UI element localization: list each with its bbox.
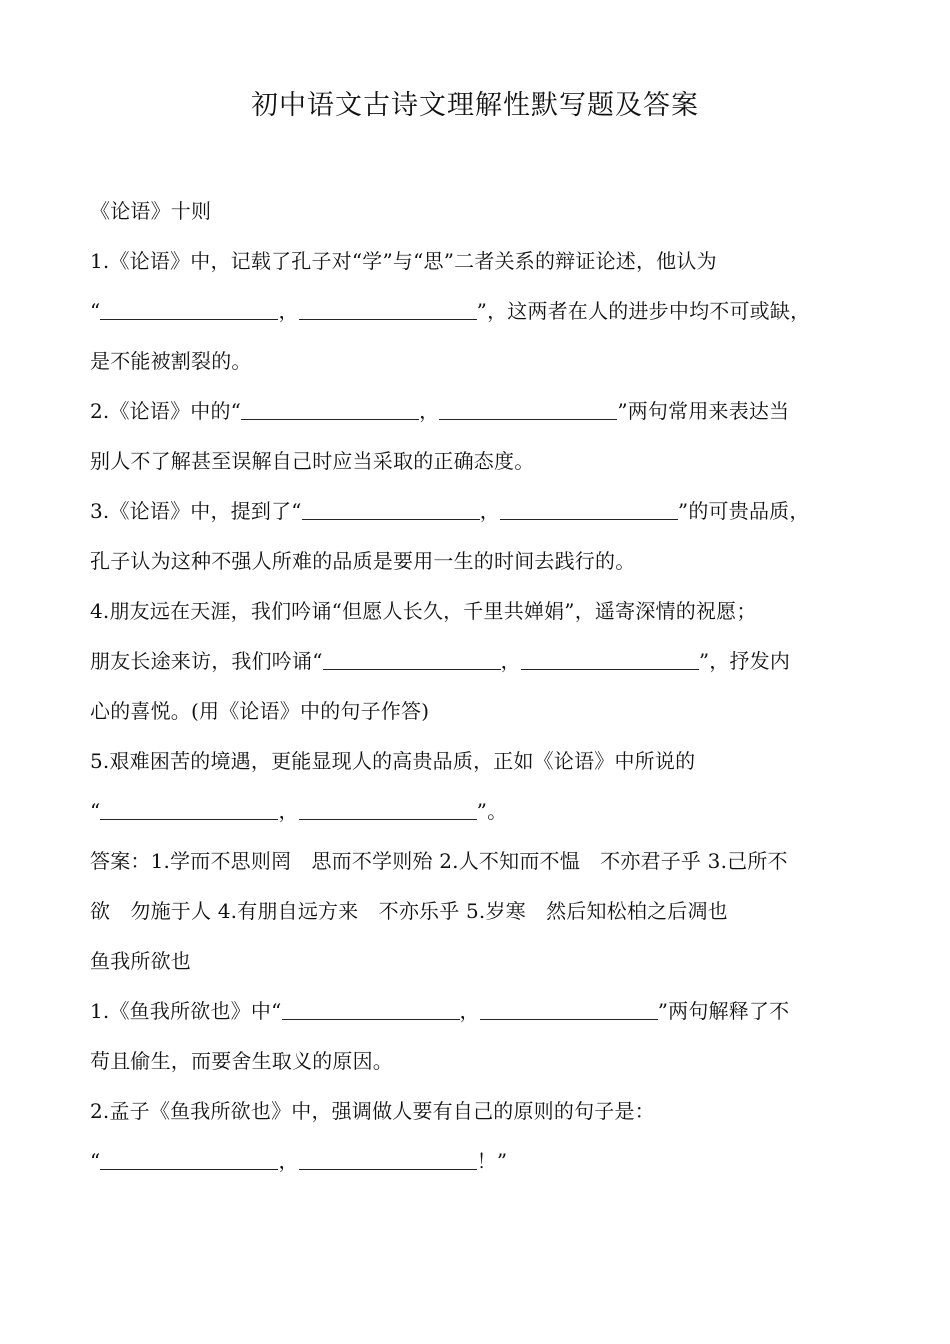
text-segment: ”，抒发内 (698, 649, 791, 673)
page-title: 初中语文古诗文理解性默写题及答案 (251, 90, 699, 121)
text-segment: 5.艰难困苦的境遇，更能显现人的高贵品质，正如《论语》中所说的 (90, 749, 696, 773)
text-segment: ， (500, 649, 521, 673)
answer-blank (299, 1149, 477, 1170)
text-segment: “ (90, 1149, 101, 1173)
section-heading-yuwo (90, 946, 191, 976)
text-segment: ”。 (476, 799, 508, 823)
text-segment: 1.《鱼我所欲也》中“ (90, 999, 282, 1023)
answer-blank (500, 499, 678, 520)
answer-blank (299, 299, 477, 320)
text-segment: 孔子认为这种不强人所难的品质是要用一生的时间去践行的。 (90, 549, 636, 573)
text-segment: ， (278, 799, 299, 823)
answer-blank (480, 999, 658, 1020)
text-segment: 朋友长途来访，我们吟诵“ (90, 649, 323, 673)
text-segment: ， (459, 999, 480, 1023)
text-segment: ， (419, 399, 440, 423)
answer-blank (100, 299, 278, 320)
question-line (90, 996, 789, 1026)
answer-blank (323, 649, 501, 670)
question-line (90, 1146, 507, 1176)
text-segment: ， (479, 499, 500, 523)
question-line (90, 346, 252, 376)
answer-blank (282, 999, 460, 1020)
answer-blank (100, 799, 278, 820)
text-segment: 3.《论语》中，提到了“ (90, 499, 302, 523)
answer-blank (299, 799, 477, 820)
text-segment: “ (90, 299, 101, 323)
text-segment: 2.孟子《鱼我所欲也》中，强调做人要有自己的原则的句子是： (90, 1099, 655, 1123)
text-segment: 心的喜悦。(用《论语》中的句子作答) (90, 699, 430, 723)
section-heading-lunyu (90, 196, 211, 226)
question-line (90, 1046, 393, 1076)
text-segment: 1.《论语》中，记载了孔子对“学”与“思”二者关系的辩证论述，他认为 (90, 249, 717, 273)
text-segment: 2.《论语》中的“ (90, 399, 242, 423)
text-segment: ， (278, 1149, 299, 1173)
question-line (90, 796, 507, 826)
text-segment: 《论语》十则 (90, 199, 212, 223)
question-line (90, 246, 717, 276)
text-segment: ”两句常用来表达当 (617, 399, 790, 423)
text-segment: 别人不了解甚至误解自己时应当采取的正确态度。 (90, 449, 535, 473)
text-segment: ”，这两者在人的进步中均不可或缺， (476, 299, 811, 323)
answer-blank (100, 1149, 278, 1170)
text-segment: 鱼我所欲也 (90, 949, 191, 973)
text-segment: 欲 勿施于人 4.有朋自远方来 不亦乐乎 5.岁寒 然后知松柏之后凋也 (90, 899, 728, 923)
question-line (90, 546, 635, 576)
text-segment: 答案：1.学而不思则罔 思而不学则殆 2.人不知而不愠 不亦君子乎 3.己所不 (90, 849, 788, 873)
text-segment: 苟且偷生，而要舍生取义的原因。 (90, 1049, 393, 1073)
text-segment: ”两句解释了不 (657, 999, 790, 1023)
question-line (90, 596, 757, 626)
question-line (90, 646, 790, 676)
answer-blank (302, 499, 480, 520)
answer-blank (521, 649, 699, 670)
question-line (90, 746, 695, 776)
question-line (90, 396, 789, 426)
answer-blank (439, 399, 617, 420)
text-segment: 4.朋友远在天涯，我们吟诵“但愿人长久，千里共婵娟”，遥寄深情的祝愿； (90, 599, 757, 623)
text-segment: ”的可贵品质， (677, 499, 810, 523)
question-line (90, 446, 534, 476)
answer-line (90, 846, 788, 876)
question-line (90, 296, 810, 326)
answer-blank (241, 399, 419, 420)
text-segment: ， (278, 299, 299, 323)
text-segment: “ (90, 799, 101, 823)
answer-line (90, 896, 728, 926)
text-segment: 是不能被割裂的。 (90, 349, 252, 373)
question-line (90, 1096, 655, 1126)
text-segment: ！” (476, 1149, 508, 1173)
question-line (90, 496, 810, 526)
question-line (90, 696, 429, 726)
